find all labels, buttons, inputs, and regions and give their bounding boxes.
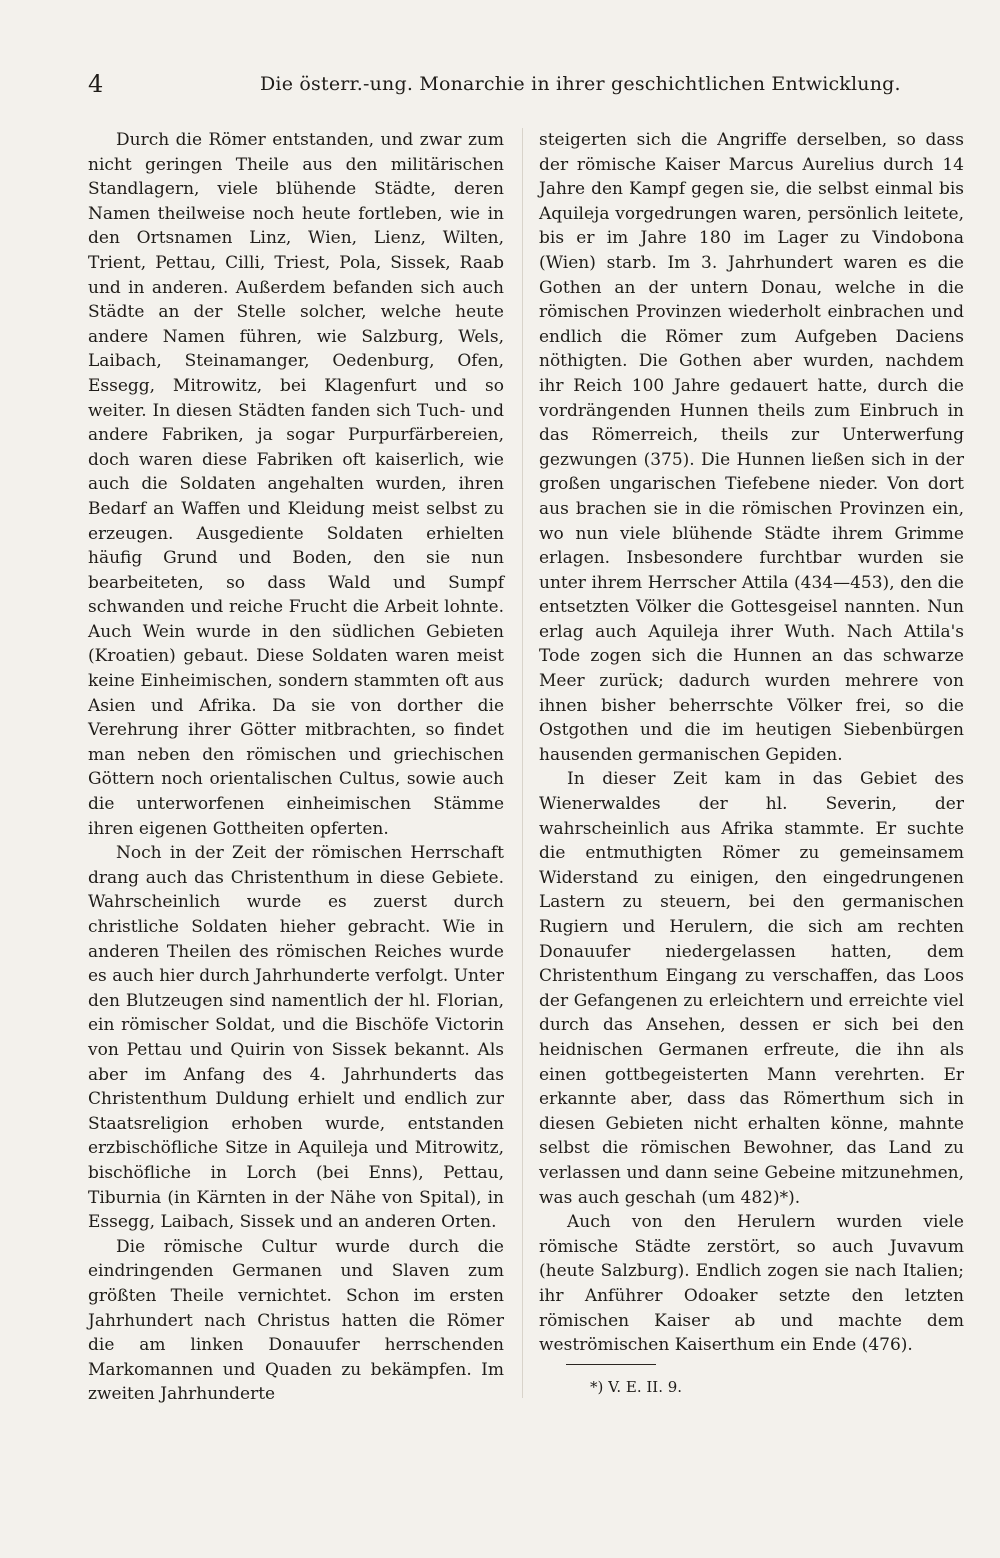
running-head <box>88 70 914 104</box>
left-column <box>88 128 504 1407</box>
page-number: 4 <box>88 70 104 98</box>
footnote: *) V. E. II. 9. <box>590 1378 683 1396</box>
left-paragraph-3: Die römische Cultur wurde durch die eindringenden Germanen und Slaven zum größten Theile vernichtet. Schon im ersten Jahrhundert nach Christus hatten die Römer die am linken Donauufer herrschenden Markomannen und Quaden zu bekämpfen. Im zweiten Jahrhunderte <box>88 1236 504 1405</box>
right-paragraph-2: In dieser Zeit kam in das Gebiet des Wienerwaldes der hl. Severin, der wahrscheinlich aus Afrika stammte. Er suchte die entmuthigten Römer zu gemeinsamem Widerstand zu einigen, den eingedrungenen Lastern zu steuern, bei den germanischen Rugiern und Herulern, die sich am rechten Donauufer niedergelassen hatten, dem Christenthum Eingang zu verschaffen, das Loos der Gefangenen zu erleichtern und erreichte viel durch das Ansehen, dessen er sich bei den heidnischen Germanen erfreute, die ihn als einen gottbegeisterten Mann verehrten. Er erkannte aber, dass das Römerthum sich in diesen Gebieten nicht erhalten könne, mahnte selbst die römischen Bewohner, das Land zu verlassen und dann seine Gebeine mitzunehmen, was auch geschah (um 482)*). <box>539 769 964 1208</box>
footnote-rule <box>566 1364 656 1365</box>
column-divider <box>522 128 523 1398</box>
left-paragraph-1: Durch die Römer entstanden, und zwar zum nicht geringen Theile aus den militärischen Standlagern, viele blühende Städte, deren Namen theilweise noch heute fortleben, wie in den Ortsnamen Linz, Wien, Lienz, Wilten, Trient, Pettau, Cilli, Triest, Pola, Sissek, Raab und in anderen. Außerdem befanden sich auch Städte an der Stelle solcher, welche heute andere Namen führen, wie Salzburg, Wels, Laibach, Steinamanger, Oedenburg, Ofen, Essegg, Mitrowitz, bei Klagenfurt und so weiter. In diesen Städten fanden sich Tuch- und andere Fabriken, ja sogar Purpurfärbereien, doch waren diese Fabriken oft kaiserlich, wie auch die Soldaten angehalten wurden, ihren Bedarf an Waffen und Kleidung meist selbst zu erzeugen. Ausgediente Soldaten erhielten häufig Grund und Boden, den sie nun bearbeiteten, so dass Wald und Sumpf schwanden und reiche Frucht die Arbeit lohnte. Auch Wein wurde in den südlichen Gebieten (Kroatien) gebaut. Diese Soldaten waren meist keine Einheimischen, sondern stammten oft aus Asien und Afrika. Da sie von dorther die Verehrung ihrer Götter mitbrachten, so findet man neben den römischen und griechischen Göttern noch orientalischen Cultus, sowie auch die unterworfenen einheimischen Stämme ihren eigenen Gottheiten opferten. <box>88 130 504 839</box>
running-title: Die österr.-ung. Monarchie in ihrer geschichtlichen Entwicklung. <box>260 73 901 95</box>
right-paragraph-3: Auch von den Herulern wurden viele römische Städte zerstört, so auch Juvavum (heute Salzburg). Endlich zogen sie nach Italien; ihr Anführer Odoaker setzte den letzten römischen Kaiser ab und machte dem weströmischen Kaiserthum ein Ende (476). <box>539 1212 964 1356</box>
right-paragraph-1: steigerten sich die Angriffe derselben, so dass der römische Kaiser Marcus Aurelius durch 14 Jahre den Kampf gegen sie, die selbst einmal bis Aquileja vorgedrungen waren, persönlich leitete, bis er im Jahre 180 im Lager zu Vindobona (Wien) starb. Im 3. Jahrhundert waren es die Gothen an der untern Donau, welche in die römischen Provinzen wiederholt einbrachen und endlich die Römer zum Aufgeben Daciens nöthigten. Die Gothen aber wurden, nachdem ihr Reich 100 Jahre gedauert hatte, durch die vordrängenden Hunnen theils zum Einbruch in das Römerreich, theils zur Unterwerfung gezwungen (375). Die Hunnen ließen sich in der großen ungarischen Tiefebene nieder. Von dort aus brachen sie in die römischen Provinzen ein, wo nun viele blühende Städte ihrem Grimme erlagen. Insbesondere furchtbar wurden sie unter ihrem Herrscher Attila (434—453), den die entsetzten Völker die Gottesgeisel nannten. Nun erlag auch Aquileja ihrer Wuth. Nach Attila's Tode zogen sich die Hunnen an das schwarze Meer zurück; dadurch wurden mehrere von ihnen bisher beherrschte Völker frei, so die Ostgothen und die im heutigen Siebenbürgen hausenden germanischen Gepiden. <box>539 130 964 765</box>
right-column <box>539 128 964 1358</box>
left-paragraph-2: Noch in der Zeit der römischen Herrschaft drang auch das Christenthum in diese Gebiete. Wahrscheinlich wurde es zuerst durch christliche Soldaten hieher gebracht. Wie in anderen Theilen des römischen Reiches wurde es auch hier durch Jahrhunderte verfolgt. Unter den Blutzeugen sind namentlich der hl. Florian, ein römischer Soldat, und die Bischöfe Victorin von Pettau und Quirin von Sissek bekannt. Als aber im Anfang des 4. Jahrhunderts das Christenthum Duldung erhielt und endlich zur Staatsreligion erhoben wurde, entstanden erzbischöfliche Sitze in Aquileja und Mitrowitz, bischöfliche in Lorch (bei Enns), Pettau, Tiburnia (in Kärnten in der Nähe von Spital), in Essegg, Laibach, Sissek und an anderen Orten. <box>88 843 504 1233</box>
